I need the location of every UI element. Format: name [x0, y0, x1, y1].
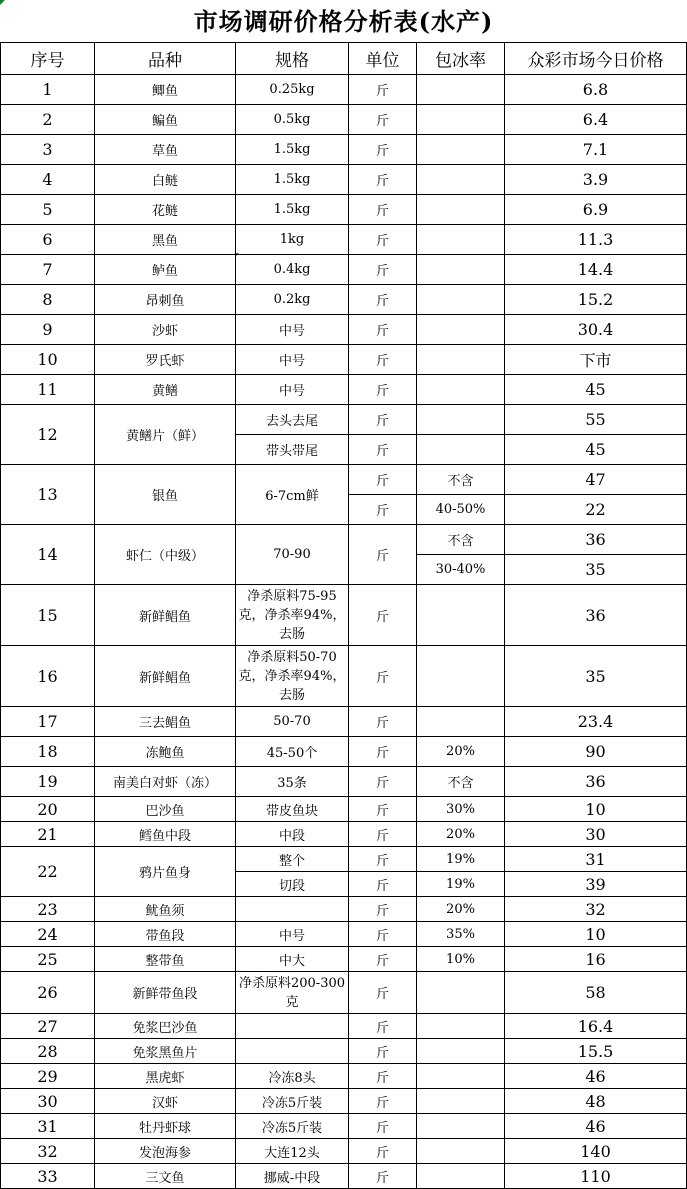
sheet-title: 市场调研价格分析表(水产)	[193, 7, 494, 36]
price-cell[interactable]: 35	[505, 555, 687, 585]
row-number[interactable]: 32	[1, 1139, 95, 1164]
table-row	[1, 585, 687, 646]
spec-cell[interactable]: 70-90	[236, 525, 349, 585]
unit-cell[interactable]: 斤	[349, 646, 417, 707]
unit-cell[interactable]: 斤	[349, 465, 417, 495]
spec-cell[interactable]: 大连12头	[236, 1139, 349, 1164]
spec-cell[interactable]: 1kg	[236, 225, 349, 255]
unit-cell[interactable]: 斤	[349, 822, 417, 847]
table-row	[1, 922, 687, 947]
table-row	[1, 525, 687, 555]
price-cell[interactable]: 36	[505, 525, 687, 555]
spec-cell[interactable]: 45-50个	[236, 737, 349, 767]
ice-rate-cell[interactable]: 19%	[417, 847, 505, 872]
price-cell[interactable]: 10	[505, 797, 687, 822]
unit-cell[interactable]: 斤	[349, 1039, 417, 1064]
ice-rate-cell[interactable]: 10%	[417, 947, 505, 972]
variety-cell[interactable]: 鲫鱼	[95, 75, 236, 105]
variety-cell[interactable]: 鳕鱼中段	[95, 822, 236, 847]
price-cell[interactable]: 30	[505, 822, 687, 847]
ice-rate-cell[interactable]	[417, 225, 505, 255]
table-row	[1, 822, 687, 847]
spec-cell[interactable]: 净杀原料75-95克，净杀率94%，去肠	[236, 585, 349, 646]
table-row	[1, 285, 687, 315]
variety-cell[interactable]: 三文鱼	[95, 1164, 236, 1189]
ice-rate-cell[interactable]	[417, 1014, 505, 1039]
row-number[interactable]: 18	[1, 737, 95, 767]
price-cell[interactable]: 16	[505, 947, 687, 972]
row-number[interactable]: 12	[1, 405, 95, 465]
row-number[interactable]: 17	[1, 707, 95, 737]
unit-cell[interactable]: 斤	[349, 525, 417, 585]
row-number[interactable]: 8	[1, 285, 95, 315]
ice-rate-cell[interactable]: 20%	[417, 822, 505, 847]
unit-cell[interactable]: 斤	[349, 1114, 417, 1139]
spec-cell[interactable]: 1.5kg	[236, 135, 349, 165]
price-cell[interactable]: 35	[505, 646, 687, 707]
price-cell[interactable]: 47	[505, 465, 687, 495]
spec-cell[interactable]	[236, 1039, 349, 1064]
unit-cell[interactable]: 斤	[349, 375, 417, 405]
spec-cell[interactable]: 中号	[236, 375, 349, 405]
row-number[interactable]: 28	[1, 1039, 95, 1064]
unit-cell[interactable]: 斤	[349, 165, 417, 195]
table-row	[1, 1039, 687, 1064]
price-cell[interactable]: 30.4	[505, 315, 687, 345]
unit-cell[interactable]: 斤	[349, 75, 417, 105]
variety-cell[interactable]: 银鱼	[95, 465, 236, 525]
variety-cell[interactable]: 黑虎虾	[95, 1064, 236, 1089]
price-cell[interactable]: 32	[505, 897, 687, 922]
row-number[interactable]: 4	[1, 165, 95, 195]
unit-cell[interactable]: 斤	[349, 972, 417, 1014]
ice-rate-cell[interactable]: 20%	[417, 737, 505, 767]
table-row	[1, 947, 687, 972]
row-number[interactable]: 25	[1, 947, 95, 972]
spec-cell[interactable]: 中号	[236, 345, 349, 375]
ice-rate-cell[interactable]	[417, 345, 505, 375]
unit-cell[interactable]: 斤	[349, 435, 417, 465]
ice-rate-cell[interactable]	[417, 75, 505, 105]
price-cell[interactable]: 55	[505, 405, 687, 435]
price-cell[interactable]: 45	[505, 435, 687, 465]
price-cell[interactable]: 7.1	[505, 135, 687, 165]
price-cell[interactable]: 下市	[505, 345, 687, 375]
table-row	[1, 797, 687, 822]
price-cell[interactable]: 10	[505, 922, 687, 947]
price-cell[interactable]: 36	[505, 585, 687, 646]
ice-rate-cell[interactable]	[417, 405, 505, 435]
variety-cell[interactable]: 发泡海参	[95, 1139, 236, 1164]
table-row	[1, 1064, 687, 1089]
ice-rate-cell[interactable]	[417, 972, 505, 1014]
row-number[interactable]: 6	[1, 225, 95, 255]
price-cell[interactable]: 46	[505, 1114, 687, 1139]
unit-cell[interactable]: 斤	[349, 315, 417, 345]
ice-rate-cell[interactable]	[417, 105, 505, 135]
row-number[interactable]: 33	[1, 1164, 95, 1189]
ice-rate-cell[interactable]	[417, 646, 505, 707]
unit-cell[interactable]: 斤	[349, 285, 417, 315]
unit-cell[interactable]: 斤	[349, 255, 417, 285]
price-cell[interactable]: 36	[505, 767, 687, 797]
price-cell[interactable]: 15.5	[505, 1039, 687, 1064]
table-row	[1, 255, 687, 285]
unit-cell[interactable]: 斤	[349, 495, 417, 525]
price-cell[interactable]: 31	[505, 847, 687, 872]
table-row	[1, 105, 687, 135]
spec-cell[interactable]: 冷冻5斤装	[236, 1114, 349, 1139]
price-table	[0, 42, 687, 1189]
table-row	[1, 1014, 687, 1039]
variety-cell[interactable]: 白鲢	[95, 165, 236, 195]
price-cell[interactable]: 3.9	[505, 165, 687, 195]
variety-cell[interactable]: 免浆巴沙鱼	[95, 1014, 236, 1039]
row-number[interactable]: 30	[1, 1089, 95, 1114]
ice-rate-cell[interactable]: 30%	[417, 797, 505, 822]
unit-cell[interactable]: 斤	[349, 947, 417, 972]
spec-cell[interactable]: 1.5kg	[236, 195, 349, 225]
unit-cell[interactable]: 斤	[349, 872, 417, 897]
table-row	[1, 345, 687, 375]
variety-cell[interactable]: 冻鲍鱼	[95, 737, 236, 767]
table-row	[1, 767, 687, 797]
row-number[interactable]: 3	[1, 135, 95, 165]
ice-rate-cell[interactable]	[417, 1164, 505, 1189]
ice-rate-cell[interactable]: 40-50%	[417, 495, 505, 525]
ice-rate-cell[interactable]	[417, 1139, 505, 1164]
row-number[interactable]: 16	[1, 646, 95, 707]
table-row	[1, 465, 687, 495]
row-number[interactable]: 5	[1, 195, 95, 225]
table-row	[1, 375, 687, 405]
table-row	[1, 225, 687, 255]
header-no[interactable]: 序号	[1, 43, 95, 75]
price-cell[interactable]: 6.9	[505, 195, 687, 225]
row-number[interactable]: 19	[1, 767, 95, 797]
row-number[interactable]: 10	[1, 345, 95, 375]
price-cell[interactable]: 6.4	[505, 105, 687, 135]
price-cell[interactable]: 140	[505, 1139, 687, 1164]
variety-cell[interactable]: 罗氏虾	[95, 345, 236, 375]
unit-cell[interactable]: 斤	[349, 1014, 417, 1039]
table-row	[1, 1164, 687, 1189]
spec-cell[interactable]: 切段	[236, 872, 349, 897]
table-row	[1, 315, 687, 345]
variety-cell[interactable]: 草鱼	[95, 135, 236, 165]
unit-cell[interactable]: 斤	[349, 897, 417, 922]
unit-cell[interactable]: 斤	[349, 707, 417, 737]
variety-cell[interactable]: 花鲢	[95, 195, 236, 225]
ice-rate-cell[interactable]	[417, 255, 505, 285]
row-number[interactable]: 24	[1, 922, 95, 947]
unit-cell[interactable]: 斤	[349, 225, 417, 255]
variety-cell[interactable]: 汉虾	[95, 1089, 236, 1114]
table-row	[1, 135, 687, 165]
ice-rate-cell[interactable]	[417, 165, 505, 195]
unit-cell[interactable]: 斤	[349, 405, 417, 435]
unit-cell[interactable]: 斤	[349, 767, 417, 797]
variety-cell[interactable]: 黄鳝片（鲜）	[95, 405, 236, 465]
ice-rate-cell[interactable]	[417, 435, 505, 465]
ice-rate-cell[interactable]	[417, 1089, 505, 1114]
spec-cell[interactable]: 1.5kg	[236, 165, 349, 195]
spec-cell[interactable]: 冷冻5斤装	[236, 1089, 349, 1114]
variety-cell[interactable]: 免浆黑鱼片	[95, 1039, 236, 1064]
price-cell[interactable]: 39	[505, 872, 687, 897]
unit-cell[interactable]: 斤	[349, 1139, 417, 1164]
table-row	[1, 707, 687, 737]
cell-marker	[0, 0, 5, 5]
table-row	[1, 195, 687, 225]
variety-cell[interactable]: 沙虾	[95, 315, 236, 345]
variety-cell[interactable]: 新鲜带鱼段	[95, 972, 236, 1014]
unit-cell[interactable]: 斤	[349, 585, 417, 646]
table-row	[1, 847, 687, 872]
spec-cell[interactable]: 0.2kg	[236, 285, 349, 315]
price-cell[interactable]: 22	[505, 495, 687, 525]
spec-cell[interactable]: 挪威-中段	[236, 1164, 349, 1189]
unit-cell[interactable]: 斤	[349, 195, 417, 225]
header-row	[1, 43, 687, 75]
ice-rate-cell[interactable]: 19%	[417, 872, 505, 897]
spec-cell[interactable]: 净杀原料50-70克，净杀率94%，去肠	[236, 646, 349, 707]
spec-cell[interactable]: 50-70	[236, 707, 349, 737]
variety-cell[interactable]: 虾仁（中级）	[95, 525, 236, 585]
ice-rate-cell[interactable]: 30-40%	[417, 555, 505, 585]
header-spec[interactable]: 规格	[236, 43, 349, 75]
price-cell[interactable]: 16.4	[505, 1014, 687, 1039]
row-number[interactable]: 11	[1, 375, 95, 405]
unit-cell[interactable]: 斤	[349, 1164, 417, 1189]
variety-cell[interactable]: 新鲜鲳鱼	[95, 585, 236, 646]
spec-cell[interactable]: 中大	[236, 947, 349, 972]
spec-cell[interactable]	[236, 1014, 349, 1039]
row-number[interactable]: 14	[1, 525, 95, 585]
variety-cell[interactable]: 新鲜鲳鱼	[95, 646, 236, 707]
ice-rate-cell[interactable]: 不含	[417, 465, 505, 495]
unit-cell[interactable]: 斤	[349, 797, 417, 822]
ice-rate-cell[interactable]	[417, 1114, 505, 1139]
price-cell[interactable]: 15.2	[505, 285, 687, 315]
variety-cell[interactable]: 南美白对虾（冻）	[95, 767, 236, 797]
row-number[interactable]: 31	[1, 1114, 95, 1139]
price-cell[interactable]: 90	[505, 737, 687, 767]
row-number[interactable]: 7	[1, 255, 95, 285]
variety-cell[interactable]: 巴沙鱼	[95, 797, 236, 822]
unit-cell[interactable]: 斤	[349, 105, 417, 135]
header-variety[interactable]: 品种	[95, 43, 236, 75]
row-number[interactable]: 23	[1, 897, 95, 922]
table-row	[1, 165, 687, 195]
spec-cell[interactable]: 6-7cm鲜	[236, 465, 349, 525]
spec-cell[interactable]: 0.25kg	[236, 75, 349, 105]
unit-cell[interactable]: 斤	[349, 847, 417, 872]
price-cell[interactable]: 58	[505, 972, 687, 1014]
variety-cell[interactable]: 鸦片鱼身	[95, 847, 236, 897]
row-number[interactable]: 13	[1, 465, 95, 525]
price-cell[interactable]: 6.8	[505, 75, 687, 105]
price-cell[interactable]: 110	[505, 1164, 687, 1189]
price-cell[interactable]: 45	[505, 375, 687, 405]
row-number[interactable]: 22	[1, 847, 95, 897]
unit-cell[interactable]: 斤	[349, 737, 417, 767]
price-cell[interactable]: 11.3	[505, 225, 687, 255]
unit-cell[interactable]: 斤	[349, 1064, 417, 1089]
table-row	[1, 646, 687, 707]
table-row	[1, 75, 687, 105]
row-number[interactable]: 26	[1, 972, 95, 1014]
spec-cell[interactable]: 去头去尾	[236, 405, 349, 435]
ice-rate-cell[interactable]	[417, 195, 505, 225]
table-row	[1, 1139, 687, 1164]
spec-cell[interactable]: 中段	[236, 822, 349, 847]
variety-cell[interactable]: 鲈鱼	[95, 255, 236, 285]
spec-cell[interactable]: 中号	[236, 315, 349, 345]
variety-cell[interactable]: 整带鱼	[95, 947, 236, 972]
ice-rate-cell[interactable]	[417, 135, 505, 165]
table-row	[1, 405, 687, 435]
spec-cell[interactable]: 0.5kg	[236, 105, 349, 135]
spec-cell[interactable]: 整个	[236, 847, 349, 872]
header-price[interactable]: 众彩市场今日价格	[505, 43, 687, 75]
ice-rate-cell[interactable]	[417, 375, 505, 405]
price-cell[interactable]: 48	[505, 1089, 687, 1114]
table-row	[1, 972, 687, 1014]
unit-cell[interactable]: 斤	[349, 135, 417, 165]
ice-rate-cell[interactable]	[417, 1064, 505, 1089]
table-row	[1, 1114, 687, 1139]
ice-rate-cell[interactable]	[417, 285, 505, 315]
spec-cell[interactable]: 0.4kg	[236, 255, 349, 285]
ice-rate-cell[interactable]	[417, 585, 505, 646]
price-cell[interactable]: 14.4	[505, 255, 687, 285]
unit-cell[interactable]: 斤	[349, 1089, 417, 1114]
ice-rate-cell[interactable]	[417, 707, 505, 737]
row-number[interactable]: 27	[1, 1014, 95, 1039]
ice-rate-cell[interactable]: 不含	[417, 525, 505, 555]
variety-cell[interactable]: 三去鲳鱼	[95, 707, 236, 737]
spec-cell[interactable]: 中号	[236, 922, 349, 947]
row-number[interactable]: 21	[1, 822, 95, 847]
variety-cell[interactable]: 鳊鱼	[95, 105, 236, 135]
row-number[interactable]: 29	[1, 1064, 95, 1089]
price-cell[interactable]: 46	[505, 1064, 687, 1089]
row-number[interactable]: 9	[1, 315, 95, 345]
table-row	[1, 897, 687, 922]
table-row	[1, 737, 687, 767]
spec-cell[interactable]: 35条	[236, 767, 349, 797]
unit-cell[interactable]: 斤	[349, 922, 417, 947]
ice-rate-cell[interactable]	[417, 315, 505, 345]
ice-rate-cell[interactable]: 不含	[417, 767, 505, 797]
variety-cell[interactable]: 牡丹虾球	[95, 1114, 236, 1139]
variety-cell[interactable]: 昂刺鱼	[95, 285, 236, 315]
variety-cell[interactable]: 黄鳝	[95, 375, 236, 405]
header-unit[interactable]: 单位	[349, 43, 417, 75]
spec-cell[interactable]	[236, 897, 349, 922]
row-number[interactable]: 15	[1, 585, 95, 646]
variety-cell[interactable]: 黑鱼	[95, 225, 236, 255]
row-number[interactable]: 20	[1, 797, 95, 822]
ice-rate-cell[interactable]: 20%	[417, 897, 505, 922]
ice-rate-cell[interactable]: 35%	[417, 922, 505, 947]
spec-cell[interactable]: 净杀原料200-300克	[236, 972, 349, 1014]
variety-cell[interactable]: 鱿鱼须	[95, 897, 236, 922]
variety-cell[interactable]: 带鱼段	[95, 922, 236, 947]
spec-cell[interactable]: 冷冻8头	[236, 1064, 349, 1089]
price-cell[interactable]: 23.4	[505, 707, 687, 737]
unit-cell[interactable]: 斤	[349, 345, 417, 375]
row-number[interactable]: 2	[1, 105, 95, 135]
spec-cell[interactable]: 带皮鱼块	[236, 797, 349, 822]
spec-cell[interactable]: 带头带尾	[236, 435, 349, 465]
row-number[interactable]: 1	[1, 75, 95, 105]
table-row	[1, 1089, 687, 1114]
ice-rate-cell[interactable]	[417, 1039, 505, 1064]
header-ice-rate[interactable]: 包冰率	[417, 43, 505, 75]
